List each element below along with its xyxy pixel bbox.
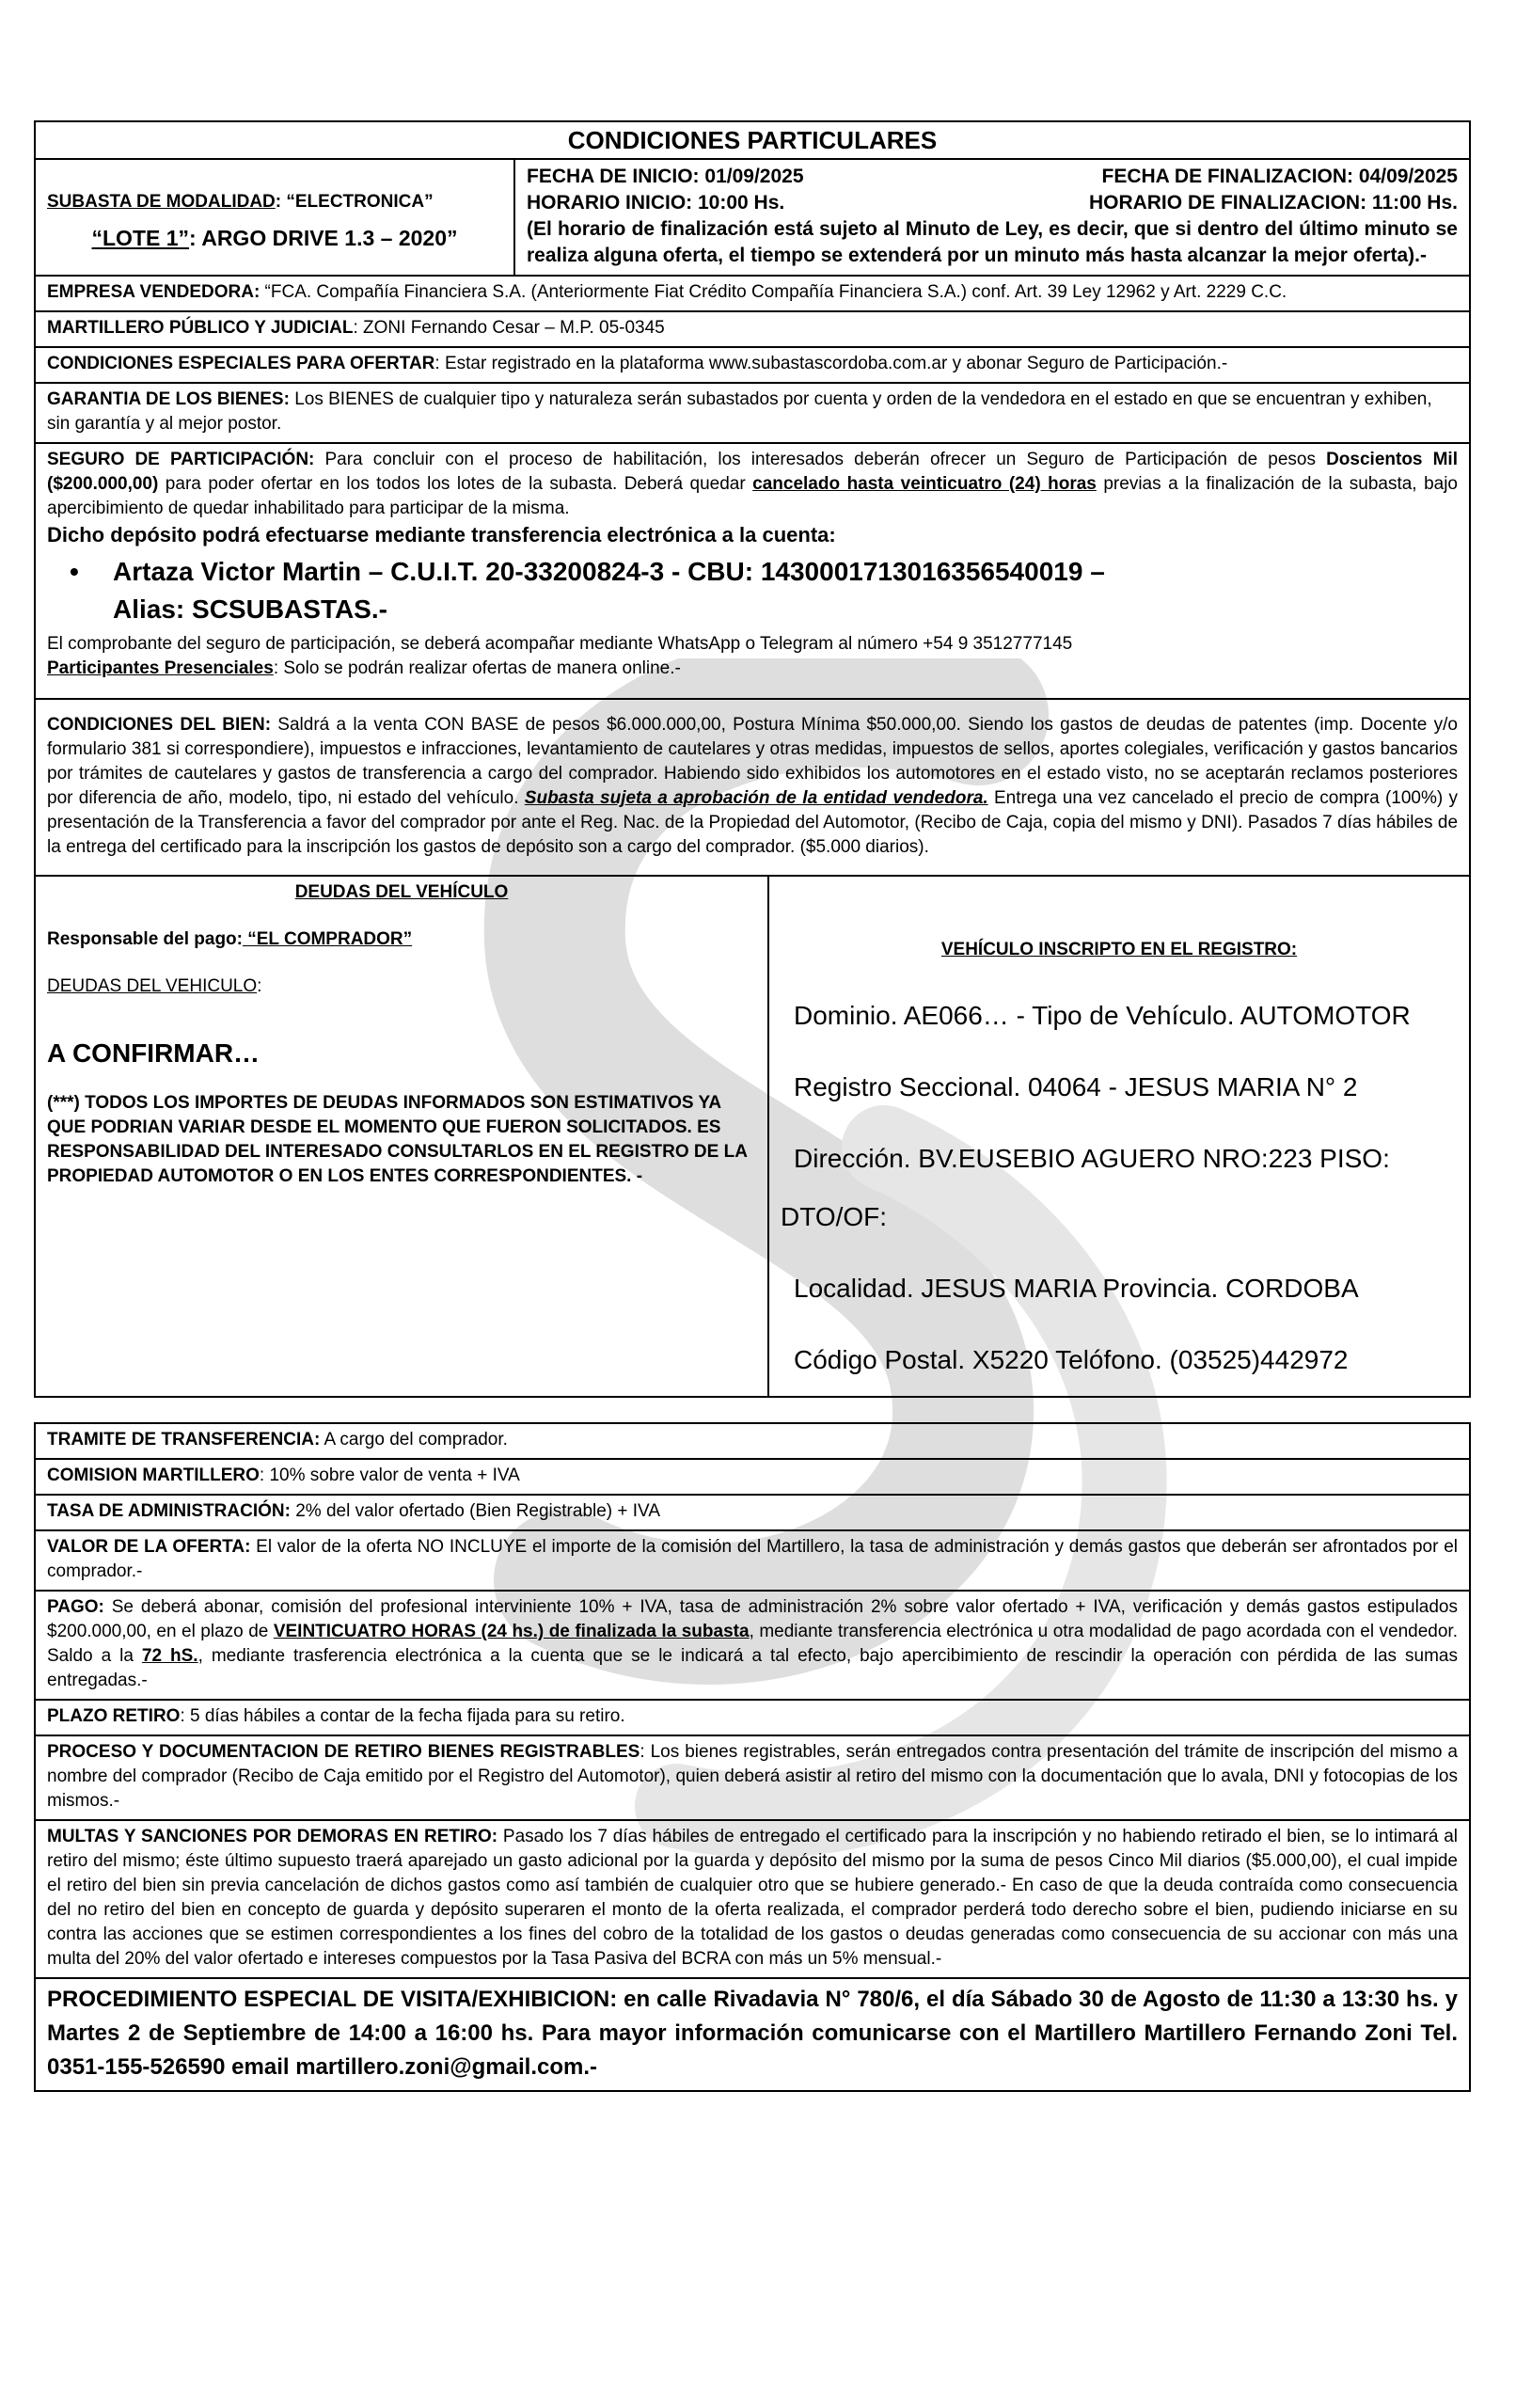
empresa-text: “FCA. Compañía Financiera S.A. (Anteriormente Fiat Crédito Compañía Financiera S.A.) conf. Art. 39 Ley 12962 y Art. 2229 C.C. [260, 282, 1287, 302]
responsable-label: Responsable del pago: [47, 929, 243, 949]
garantia-text: Los BIENES de cualquier tipo y naturaleza serán subastados por cuenta y orden de la vendedora en el estado en que se encuentran y exhiben, sin garantía y al mejor postor. [47, 389, 1432, 434]
valor-row [34, 1531, 1471, 1592]
vehiculo-dto: DTO/OF: [781, 1202, 888, 1231]
subasta-info [36, 160, 515, 275]
garantia-label: GARANTIA DE LOS BIENES: [47, 389, 290, 409]
pago-text-3: , mediante trasferencia electrónica a la cuenta que se le indicará a tal efecto, bajo apercibimiento de rescindir la operación con pérdida de las sumas entregadas.- [47, 1646, 1458, 1690]
horario-fin: HORARIO DE FINALIZACION: 11:00 Hs. [1088, 192, 1458, 214]
plazo-retiro-label: PLAZO RETIRO [47, 1706, 181, 1726]
deudas-label: DEUDAS DEL VEHICULO [47, 976, 258, 996]
tasa-text: 2% del valor ofertado (Bien Registrable) + IVA [290, 1501, 660, 1521]
fecha-inicio: FECHA DE INICIO: 01/09/2025 [527, 166, 804, 187]
empresa-label: EMPRESA VENDEDORA: [47, 282, 261, 302]
condiciones-bien-text-3: ). Pasados 7 días hábiles de la entrega del certificado para la inscripción los gastos de depósito son a cargo del comprador. ($5.000 diarios). [47, 813, 1459, 857]
vehiculo-localidad: Localidad. JESUS MARIA Provincia. CORDOBA [794, 1274, 1359, 1303]
subasta-dates [515, 160, 1469, 275]
martillero-row [34, 312, 1471, 348]
procedimiento-row: PROCEDIMIENTO ESPECIAL DE VISITA/EXHIBICION: en calle Rivadavia N° 780/6, el día Sábado 30 de Agosto de 11:30 a 13:30 hs. y Martes 2 de Septiembre de 14:00 a 16:00 hs. Para mayor información comunicarse con el Martillero Martillero Fernando Zoni Tel. 0351-155-526590 email martillero.zoni@gmail.com.- [34, 1979, 1471, 2092]
seguro-comprobante: El comprobante del seguro de participación, se deberá acompañar mediante WhatsApp o Telegram al número +54 9 3512777145 [47, 634, 1073, 654]
martillero-label: MARTILLERO PÚBLICO Y JUDICIAL [47, 318, 354, 338]
martillero-text: : ZONI Fernando Cesar – M.P. 05-0345 [353, 318, 665, 338]
pago-row [34, 1592, 1471, 1701]
lote-value: : ARGO DRIVE 1.3 – 2020” [189, 226, 458, 250]
empresa-row [34, 277, 1471, 312]
condiciones-bien-text-1: Saldrá a la venta CON BASE de pesos $6.000.000,00, Postura Mínima $50.000,00. Siendo los gastos de deudas de patentes (imp. Docente y/o formulario 381 si correspondiere), impuestos e infracciones, levantamiento de cautelares y otras medidas, impuestos de sellos, aportes colegiales, verificación y gastos bancarios por trámites de cautelares y gastos de transferencia a cargo del comprador. Habiendo sido exhibidos los automotores en el estado visto, no se aceptarán reclamos posteriores por diferencia de año, modelo, tipo, ni estado del vehículo. [47, 715, 1458, 808]
horario-inicio: HORARIO INICIO: 10:00 Hs. [527, 192, 785, 214]
tasa-label: TASA DE ADMINISTRACIÓN: [47, 1501, 291, 1521]
deudas-section [34, 877, 1471, 1398]
vehiculo-dominio: Dominio. AE066… - Tipo de Vehículo. AUTOMOTOR [794, 1001, 1411, 1030]
subasta-sujeta: Subasta sujeta a aprobación de la entidad vendedora. [524, 788, 988, 808]
condiciones-especiales-label: CONDICIONES ESPECIALES PARA OFERTAR [47, 354, 435, 373]
seguro-deposito: Dicho depósito podrá efectuarse mediante transferencia electrónica a la cuenta: [47, 523, 836, 547]
deudas-colon: : [257, 976, 262, 996]
subasta-header [34, 160, 1471, 277]
seguro-text-2: para poder ofertar en los todos los lotes de la subasta. Deberá quedar [158, 474, 753, 494]
valor-text: El valor de la oferta NO INCLUYE el importe de la comisión del Martillero, la tasa de administración y demás gastos que deberán ser afrontados por el comprador.- [47, 1537, 1458, 1581]
plazo-retiro-row [34, 1701, 1471, 1736]
cuenta-bancaria [113, 553, 1458, 628]
vehiculo-codigo: Código Postal. X5220 Telófono. (03525)442972 [794, 1345, 1349, 1374]
a-confirmar: A CONFIRMAR… [47, 1038, 261, 1068]
tramite-row [34, 1422, 1471, 1460]
multas-text: Pasado los 7 días hábiles de entregado el certificado para la inscripción y no habiendo retirado el bien, se lo intimará al retiro del mismo; éste último supuesto traerá aparejado un gasto adicional por la guarda y depósito del mismo por la suma de pesos Cinco Mil diarios ($5.000,00), el cual impide el retiro del bien sin previa cancelación de dichos gastos como así también de cualquier otro que se hubiere generado.- En caso de que la deuda contraída como consecuencia del no retiro del bien en concepto de guarda y depósito superaren el monto de la oferta realizada, el comprador perderá todo derecho sobre el bien, pudiendo iniciarse en su contra las acciones que se estimen correspondientes a los fines del cobro de la totalidad de los gastos o deudas generadas como consecuencia de su accionar con más una multa del 20% del valor ofertado e intereses compuestos por la Tasa Pasiva del BCRA con más un 5% mensual.- [47, 1827, 1459, 1969]
presenciales-label: Participantes Presenciales [47, 658, 274, 678]
tramite-label: TRAMITE DE TRANSFERENCIA: [47, 1430, 321, 1450]
document [34, 120, 1471, 2092]
cuenta-line-1: • Artaza Victor Martin – C.U.I.T. 20-33200824-3 - CBU: 1430001713016356540019 – [113, 557, 1105, 586]
garantia-row [34, 384, 1471, 444]
fecha-fin: FECHA DE FINALIZACION: 04/09/2025 [1101, 166, 1458, 187]
condiciones-especiales-text: : Estar registrado en la plataforma www.subastascordoba.com.ar y abonar Seguro de Participación.- [434, 354, 1228, 373]
cuenta-line-2: Alias: SCSUBASTAS.- [113, 594, 387, 624]
seguro-monto: Doscientos Mil ($200.000,00) [47, 450, 1458, 494]
deudas-title: DEUDAS DEL VEHÍCULO [294, 882, 509, 902]
proceso-text: : Los bienes registrables, serán entregados contra presentación del trámite de inscripción del mismo a nombre del comprador (Recibo de Caja emitido por el Registro del Automotor), quien deberá asistir al retiro del mismo con la documentación que lo avala, DNI y fotocopias de los mismos.- [47, 1742, 1458, 1811]
pago-text-1: Se deberá abonar, comisión del profesional interviniente 10% + IVA, tasa de administración 2% sobre valor ofertado + IVA, verificación y demás gastos estipulados $200.000,00, en el plazo de [47, 1597, 1458, 1641]
multas-label: MULTAS Y SANCIONES POR DEMORAS EN RETIRO: [47, 1827, 498, 1846]
vehiculo-registro [769, 877, 1469, 1396]
comision-text: : 10% sobre valor de venta + IVA [259, 1465, 520, 1485]
seguro-text-3: previas a la finalización de la subasta, bajo apercibimiento de quedar inhabilitado para participar de la misma. [47, 474, 1458, 518]
seguro-text-1: Para concluir con el proceso de habilitación, los interesados deberán ofrecer un Seguro de Participación de pesos [314, 450, 1327, 469]
page-title: CONDICIONES PARTICULARES [34, 120, 1471, 160]
pago-plazo: VEINTICUATRO HORAS (24 hs.) de finalizada la subasta [273, 1622, 750, 1641]
responsable-value: “EL COMPRADOR” [242, 929, 413, 949]
plazo-retiro-text: : 5 días hábiles a contar de la fecha fijada para su retiro. [180, 1706, 625, 1726]
condiciones-bien-row [34, 700, 1471, 877]
proceso-label: PROCESO Y DOCUMENTACION DE RETIRO BIENES REGISTRABLES [47, 1742, 640, 1762]
comision-row [34, 1460, 1471, 1496]
pago-label: PAGO: [47, 1597, 104, 1617]
tramite-text: A cargo del comprador. [320, 1430, 508, 1450]
vehiculo-direccion: Dirección. BV.EUSEBIO AGUERO NRO:223 PISO: [794, 1144, 1390, 1173]
seguro-label: SEGURO DE PARTICIPACIÓN: [47, 450, 315, 469]
presenciales-text: : Solo se podrán realizar ofertas de manera online.- [273, 658, 681, 678]
valor-label: VALOR DE LA OFERTA: [47, 1537, 251, 1557]
pago-text-2: , mediante transferencia electrónica u otra modalidad de pago acordada con el vendedor. Saldo a la [47, 1622, 1458, 1666]
nota-horario: (El horario de finalización está sujeto al Minuto de Ley, es decir, que si dentro del último minuto se realiza alguna oferta, el tiempo se extenderá por un minuto más hasta alcanzar la mejor oferta).- [527, 218, 1458, 266]
tasa-row [34, 1496, 1471, 1531]
seguro-row [34, 444, 1471, 700]
multas-row [34, 1821, 1471, 1979]
pago-72hs: 72 hS. [141, 1646, 198, 1666]
condiciones-bien-text-2: Entrega una vez cancelado el precio de compra (100%) y presentación de la Transferencia a favor del comprador por ante el Reg. Nac. de la Propiedad del Automotor, (Recibo de Caja, copia del mismo y DNI [47, 788, 1459, 832]
modalidad-label: SUBASTA DE MODALIDAD [47, 192, 276, 212]
deudas-left [36, 877, 769, 1396]
vehiculo-registro-seccional: Registro Seccional. 04064 - JESUS MARIA N° 2 [794, 1072, 1358, 1101]
lote-label: “LOTE 1” [91, 226, 190, 250]
condiciones-especiales-row [34, 348, 1471, 384]
seguro-cancelado: cancelado hasta veinticuatro (24) horas [752, 474, 1097, 494]
comision-label: COMISION MARTILLERO [47, 1465, 260, 1485]
deudas-nota: (***) TODOS LOS IMPORTES DE DEUDAS INFORMADOS SON ESTIMATIVOS YA QUE PODRIAN VARIAR DESDE EL MOMENTO QUE FUERON SOLICITADOS. ES RESPONSABILIDAD DEL INTERESADO CONSULTARLOS EN EL REGISTRO DE LA PROPIEDAD AUTOMOTOR O EN LOS ENTES CORRESPONDIENTES. - [47, 1093, 748, 1186]
vehiculo-title: VEHÍCULO INSCRIPTO EN EL REGISTRO: [940, 940, 1298, 959]
proceso-row [34, 1736, 1471, 1821]
condiciones-bien-label: CONDICIONES DEL BIEN: [47, 715, 272, 735]
modalidad-value: : “ELECTRONICA” [275, 192, 434, 212]
